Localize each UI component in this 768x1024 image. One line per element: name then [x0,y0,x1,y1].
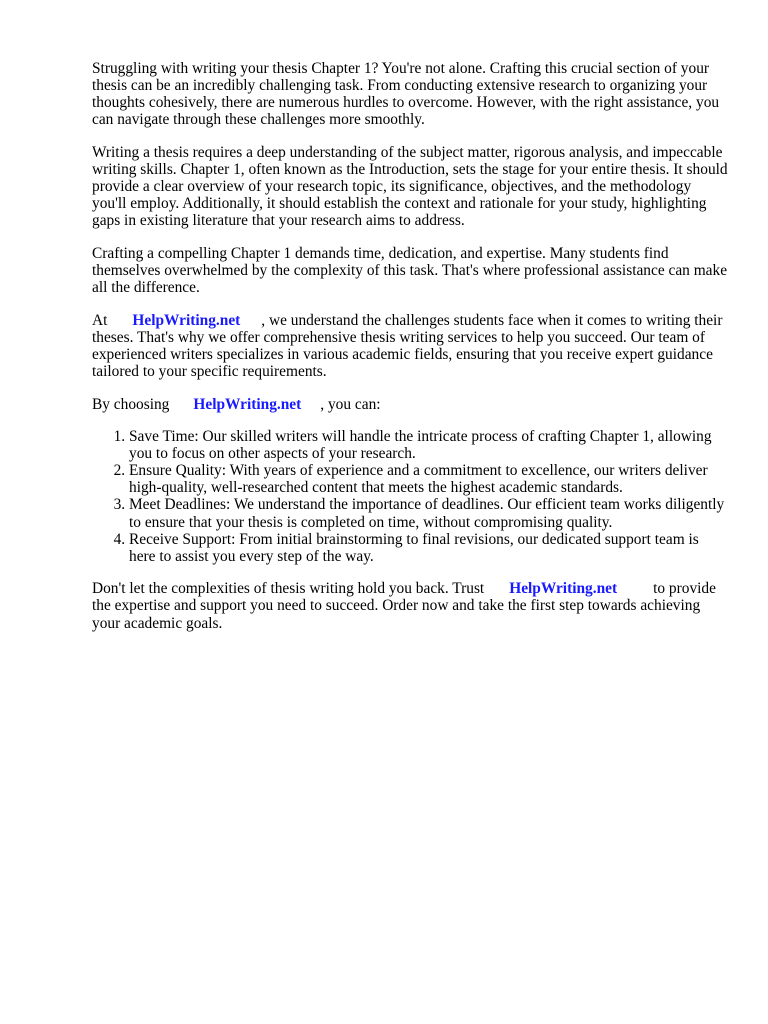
paragraph-service-intro [92,312,728,380]
paragraph-closing-rest: to provide the expertise and support you need to succeed. Order now and take the first step towards achieving your academic goals. [92,580,716,632]
paragraph-service-intro-rest: , we understand the challenges students face when it comes to writing their theses. That's why we offer comprehensive thesis writing services to help you succeed. Our team of experienced writers specializes in various academic fields, ensuring that you receive expert guidance tailored to your specific requirements. [92,311,723,380]
list-item: 1. Save Time: Our skilled writers will handle the intricate process of crafting Chapter 1, allowing you to focus on other aspects of your research. [129,428,728,462]
paragraph-by-choosing-rest: , you can: [320,395,381,413]
list-item: 4. Receive Support: From initial brainstorming to final revisions, our dedicated support team is here to assist you every step of the way. [129,531,728,565]
paragraph-by-choosing-lead: By choosing [92,395,170,413]
paragraph-chapter-demands: Crafting a compelling Chapter 1 demands time, dedication, and expertise. Many students find themselves overwhelmed by the complexity of this task. That's where professional assistance can make all the difference. [92,244,728,297]
paragraph-service-intro-lead: At [92,311,108,329]
paragraph-intro: Struggling with writing your thesis Chapter 1? You're not alone. Crafting this crucial section of your thesis can be an incredibly challenging task. From conducting extensive research to organizing your thoughts cohesively, there are numerous hurdles to overcome. However, with the right assistance, you can navigate through these challenges more smoothly. [92,60,720,129]
list-item: 2. Ensure Quality: With years of experience and a commitment to excellence, our writers deliver high-quality, well-researched content that meets the highest academic standards. [129,462,728,496]
helpwriting-link[interactable]: HelpWriting.net [509,580,618,598]
paragraph-thesis-requirements: Writing a thesis requires a deep understanding of the subject matter, rigorous analysis, and impeccable writing skills. Chapter 1, often known as the Introduction, sets the stage for your entire thesis. It should provide a clear overview of your research topic, its significance, objectives, and the methodology you'll employ. Additionally, it should establish the context and rationale for your study, highlighting gaps in existing literature that your research aims to address. [92,143,728,230]
helpwriting-link[interactable]: HelpWriting.net [132,311,241,329]
paragraph-closing-lead: Don't let the complexities of thesis writing hold you back. Trust [92,580,485,598]
paragraph-closing [92,580,728,631]
benefits-list [92,428,728,565]
document-body [92,60,728,647]
paragraph-by-choosing [92,396,728,413]
list-item: 3. Meet Deadlines: We understand the importance of deadlines. Our efficient team works diligently to ensure that your thesis is completed on time, without compromising quality. [129,496,728,530]
helpwriting-link[interactable]: HelpWriting.net [193,395,302,413]
